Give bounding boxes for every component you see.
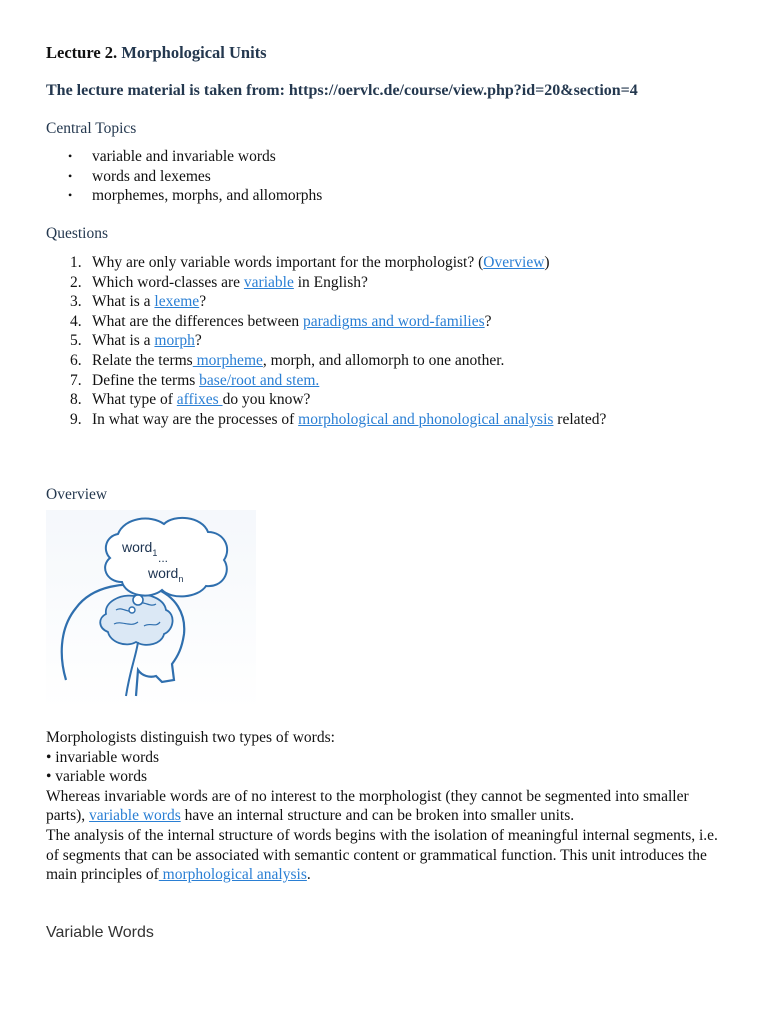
question-item: 5. What is a morph?: [70, 332, 202, 350]
question-item: 6. Relate the terms morpheme, morph, and allomorph to one another.: [70, 351, 505, 369]
question-item: 8. What type of affixes do you know?: [70, 391, 311, 409]
overview-link[interactable]: Overview: [483, 254, 545, 271]
overview-paragraph-2: The analysis of the internal structure of words begins with the isolation of meaningful internal segments, i.e. of segments that can be associated with semantic content or grammatical function. This unit introduces the main principles of morphological analysis.: [46, 826, 718, 884]
question-item: 2. Which word-classes are variable in English?: [70, 273, 368, 291]
list-item: • variable and invariable words: [92, 147, 322, 167]
lexeme-link[interactable]: lexeme: [154, 293, 200, 311]
central-topics-heading: Central Topics: [46, 120, 137, 137]
question-item: 1. Why are only variable words important for the morphologist? (Overview): [70, 254, 550, 271]
head-thought-illustration: [46, 510, 256, 710]
affixes-link[interactable]: affixes: [176, 391, 223, 409]
bullet-invariable: • invariable words: [46, 748, 160, 766]
list-item: • words and lexemes: [92, 167, 322, 187]
overview-text: [46, 728, 726, 885]
morph-link[interactable]: morph: [154, 332, 195, 350]
overview-heading: Overview: [46, 486, 108, 503]
page-title: [46, 43, 267, 63]
question-item: 9. In what way are the processes of morphological and phonological analysis related?: [70, 410, 607, 428]
base-root-stem-link[interactable]: base/root and stem.: [199, 371, 320, 389]
cloud-dots: ...: [158, 551, 169, 565]
questions-heading: Questions: [46, 225, 108, 242]
overview-paragraph-1: Whereas invariable words are of no interest to the morphologist (they cannot be segmented into smaller parts), variable words have an internal structure and can be broken into smaller units.: [46, 787, 689, 825]
question-item: 4. What are the differences between paradigms and word-families?: [70, 312, 492, 330]
analysis-link[interactable]: morphological and phonological analysis: [298, 410, 554, 428]
cloud-wordn: word$_n$: [148, 565, 184, 584]
overview-intro: Morphologists distinguish two types of words:: [46, 729, 335, 746]
variable-words-link[interactable]: variable words: [89, 807, 181, 825]
paradigms-link[interactable]: paradigms and word-families: [303, 312, 485, 330]
central-topics-list: [46, 147, 322, 206]
lecture-subject: Morphological Units: [121, 43, 267, 62]
question-item: 7. Define the terms base/root and stem.: [70, 371, 320, 389]
variable-link[interactable]: variable: [243, 273, 294, 291]
morpheme-link[interactable]: morpheme: [192, 351, 263, 369]
questions-list: [46, 253, 606, 429]
variable-words-heading: Variable Words: [46, 924, 154, 941]
lecture-number: Lecture 2.: [46, 43, 118, 62]
morphological-analysis-link[interactable]: morphological analysis: [158, 866, 307, 884]
source-line: The lecture material is taken from: https://oervlc.de/course/view.php?id=20&section=4: [46, 82, 638, 99]
cloud-word1: word$_1$: [122, 539, 158, 558]
bullet-variable: • variable words: [46, 768, 147, 786]
list-item: • morphemes, morphs, and allomorphs: [92, 186, 322, 206]
question-item: 3. What is a lexeme?: [70, 293, 207, 311]
